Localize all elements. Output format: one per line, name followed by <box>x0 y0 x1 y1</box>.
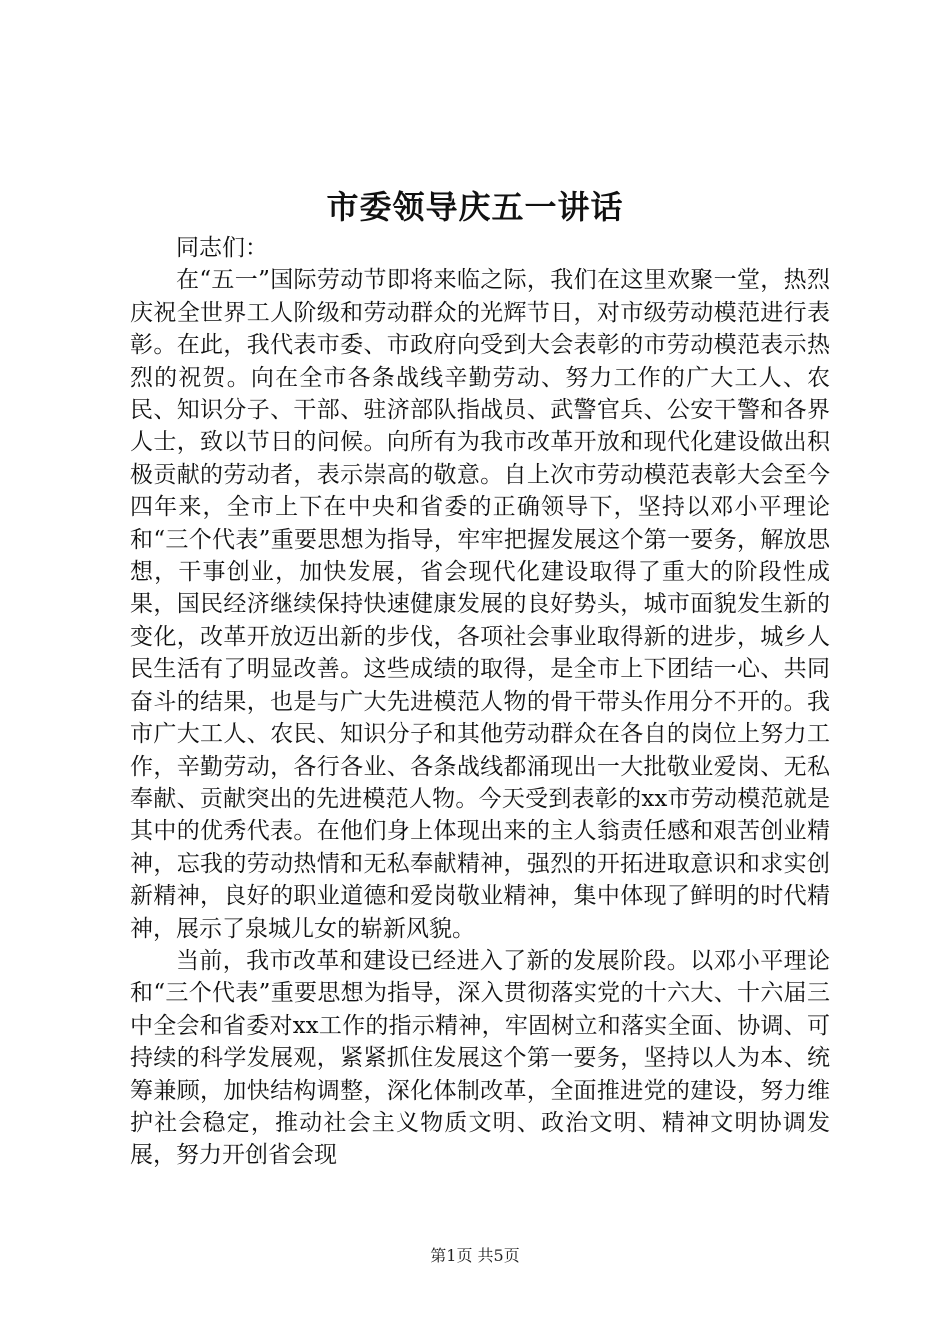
paragraph-1: 在“五一”国际劳动节即将来临之际，我们在这里欢聚一堂，热烈庆祝全世界工人阶级和劳动群众的光辉节日，对市级劳动模范进行表彰。在此，我代表市委、市政府向受到大会表彰的市劳动模范表示热烈的祝贺。向在全市各条战线辛勤劳动、努力工作的广大工人、农民、知识分子、干部、驻济部队指战员、武警官兵、公安干警和各界人士，致以节日的问候。向所有为我市改革开放和现代化建设做出积极贡献的劳动者，表示崇高的敬意。自上次市劳动模范表彰大会至今四年来，全市上下在中央和省委的正确领导下，坚持以邓小平理论和“三个代表”重要思想为指导，牢牢把握发展这个第一要务，解放思想，干事创业，加快发展，省会现代化建设取得了重大的阶段性成果，国民经济继续保持快速健康发展的良好势头，城市面貌发生新的变化，改革开放迈出新的步伐，各项社会事业取得新的进步，城乡人民生活有了明显改善。这些成绩的取得，是全市上下团结一心、共同奋斗的结果，也是与广大先进模范人物的骨干带头作用分不开的。我市广大工人、农民、知识分子和其他劳动群众在各自的岗位上努力工作，辛勤劳动，各行各业、各条战线都涌现出一大批敬业爱岗、无私奉献、贡献突出的先进模范人物。今天受到表彰的xx市劳动模范就是其中的优秀代表。在他们身上体现出来的主人翁责任感和艰苦创业精神，忘我的劳动热情和无私奉献精神，强烈的开拓进取意识和求实创新精神，良好的职业道德和爱岗敬业精神，集中体现了鲜明的时代精神，展示了泉城儿女的崭新风貌。 <box>130 267 830 942</box>
document-title: 市委领导庆五一讲话 <box>326 188 624 226</box>
paragraph-2: 当前，我市改革和建设已经进入了新的发展阶段。以邓小平理论和“三个代表”重要思想为指导，深入贯彻落实党的十六大、十六届三中全会和省委对xx工作的指示精神，牢固树立和落实全面、协调、可持续的科学发展观，紧紧抓住发展这个第一要务，坚持以人为本、统筹兼顾，加快结构调整，深化体制改革，全面推进党的建设，努力维护社会稳定，推动社会主义物质文明、政治文明、精神文明协调发展，努力开创省会现 <box>130 947 830 1169</box>
salutation: 同志们： <box>176 235 268 261</box>
page-number-footer: 第1页 共5页 <box>430 1246 520 1265</box>
document-body <box>130 232 830 1172</box>
